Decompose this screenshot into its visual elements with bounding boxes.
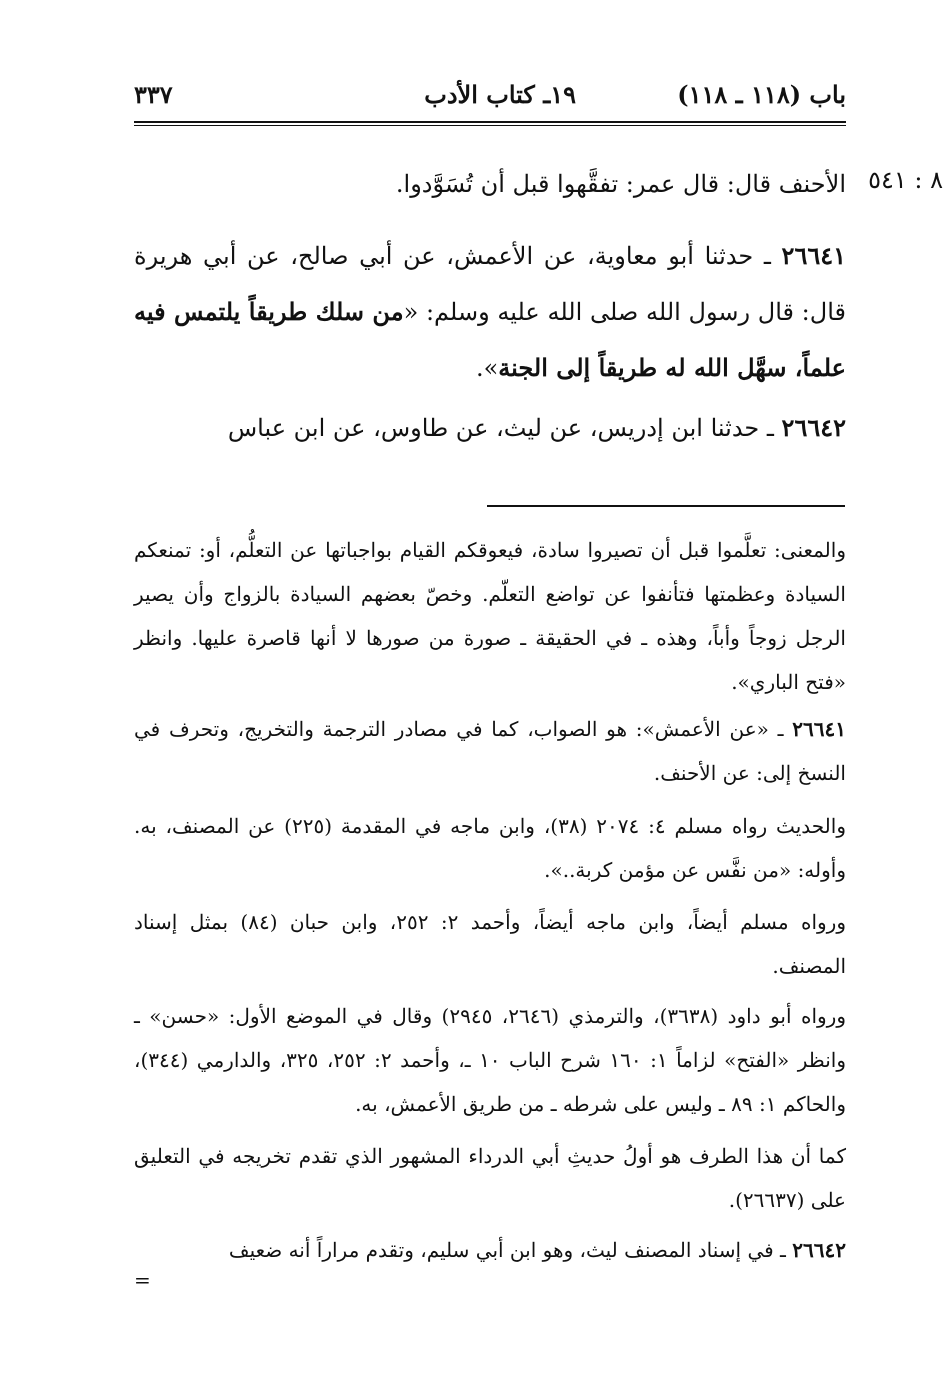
footnote-number: ٢٦٦٤١ xyxy=(792,717,846,741)
footnote-abu-dawud: ورواه أبو داود (٣٦٣٨)، والترمذي (٢٦٤٦، ٢٩٤٥) وقال في الموضع الأول: «حسن» ـ وانظر «الفتح» لزاماً ١: ١٦٠ شرح الباب ١٠ ـ، وأحمد ٢: ٢٥٢، ٣٢٥، والدارمي (٣٤٤)، والحاكم ١: ٨٩ ـ وليس على شرطه ـ من طريق الأعمش، به. xyxy=(134,1004,846,1116)
hadith-number: ٢٦٦٤٢ xyxy=(781,413,846,442)
footnote-26642 xyxy=(134,1228,846,1272)
header-divider xyxy=(134,121,846,126)
footnote-text: ـ «عن الأعمش»: هو الصواب، كما في مصادر الترجمة والتخريج، وتحرف في النسخ إلى: عن الأحنف. xyxy=(134,717,846,785)
main-paragraph-1: الأحنف قال: قال عمر: تفقَّهوا قبل أن تُسَوَّدوا. xyxy=(395,170,846,198)
hadith-26641 xyxy=(134,228,846,396)
hadith-closing: ». xyxy=(475,354,499,382)
hadith-26642 xyxy=(134,400,846,456)
hadith-isnad: ـ حدثنا ابن إدريس، عن ليث، عن طاوس، عن ابن عباس xyxy=(227,414,782,442)
footnote-26641 xyxy=(134,707,846,795)
page-header xyxy=(134,80,846,116)
page-number: ٣٣٧ xyxy=(134,80,173,109)
hadith-number: ٢٦٦٤١ xyxy=(781,241,846,270)
hadith-isnad: ـ حدثنا أبو معاوية، عن الأعمش، عن أبي صالح، عن أبي هريرة قال: قال رسول الله صلى الله عليه وسلم: « xyxy=(134,242,846,326)
marginal-reference: ٨ : ٥٤١ xyxy=(868,166,943,194)
footnote-other-sources: ورواه مسلم أيضاً، وابن ماجه أيضاً، وأحمد ٢: ٢٥٢، وابن حبان (٨٤) بمثل إسناد المصنف. xyxy=(134,910,846,978)
continuation-mark: = xyxy=(134,1268,151,1292)
footnote-muslim: والحديث رواه مسلم ٤: ٢٠٧٤ (٣٨)، وابن ماجه في المقدمة (٢٢٥) عن المصنف، به. وأوله: «من نفَّس عن مؤمن كربة..». xyxy=(134,814,846,882)
footnote-abu-darda: كما أن هذا الطرف هو أولُ حديثِ أبي الدرداء المشهور الذي تقدم تخريجه في التعليق على (٢٦٦٣٧). xyxy=(134,1144,846,1212)
book-title: ١٩ـ كتاب الأدب xyxy=(424,80,576,109)
footnote-meaning: والمعنى: تعلَّموا قبل أن تصيروا سادة، فيعوقكم القيام بواجباتها عن التعلُّم، أو: تمنعكم السيادة وعظمتها فتأنفوا عن تواضع التعلّم. وخصّ بعضهم السيادة بالزواج وأن يصير الرجل زوجاً وأباً، وهذه ـ في الحقيقة ـ صورة من صورها لا أنها قاصرة عليها. وانظر «فتح الباري». xyxy=(134,538,846,694)
chapter-heading: باب (١١٨ ـ ١١٨) xyxy=(677,80,846,109)
footnote-text: ـ في إسناد المصنف ليث، وهو ابن أبي سليم، وتقدم مراراً أنه ضعيف xyxy=(228,1238,793,1262)
footnote-number: ٢٦٦٤٢ xyxy=(792,1238,846,1262)
footnote-divider xyxy=(487,505,845,507)
hadith-matn: من سلك طريقاً يلتمس فيه علماً، سهَّل الله له طريقاً إلى الجنة xyxy=(134,297,846,382)
